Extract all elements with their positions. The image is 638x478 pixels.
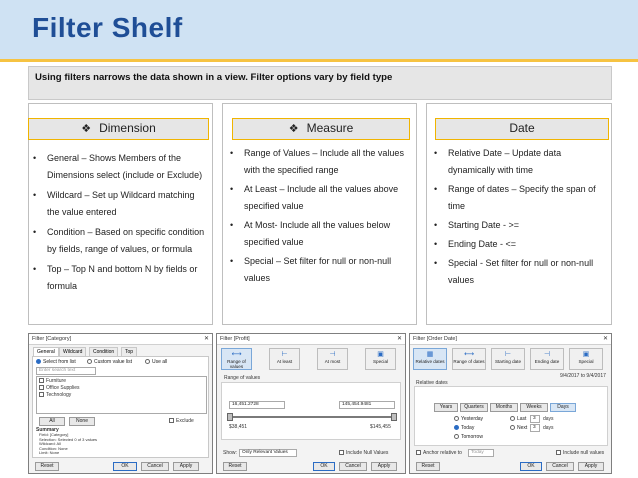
bullet-icon: • bbox=[33, 227, 37, 237]
dialog-title: Filter [Profit] bbox=[220, 336, 250, 342]
special-button[interactable]: ▣ Special bbox=[569, 348, 603, 370]
list-item bbox=[230, 253, 412, 287]
dialog-title: Filter [Category] bbox=[32, 336, 72, 342]
reset-button[interactable]: Reset bbox=[35, 462, 59, 471]
bullet-icon: • bbox=[230, 184, 234, 194]
dialog-titlebar bbox=[29, 334, 212, 345]
date-span-label: 9/4/2017 to 9/4/2017 bbox=[560, 373, 606, 379]
date-heading bbox=[435, 118, 609, 140]
summary-line: Wildcard: All bbox=[39, 441, 62, 447]
radio-select-from-list[interactable]: Select from list bbox=[36, 359, 76, 365]
subtitle-box bbox=[28, 66, 612, 100]
range-slider-track[interactable] bbox=[229, 416, 395, 418]
cancel-button[interactable]: Cancel bbox=[339, 462, 367, 471]
bullet-text: At Most- Include all the values below specified value bbox=[244, 220, 391, 247]
next-n-input[interactable]: 3 bbox=[530, 424, 540, 432]
none-button[interactable]: None bbox=[69, 417, 95, 426]
axis-max-label: $145,455 bbox=[370, 424, 391, 430]
profit-filter-dialog bbox=[216, 333, 406, 474]
period-months[interactable]: Months bbox=[490, 403, 518, 412]
slider-min-handle[interactable] bbox=[227, 413, 233, 421]
bullet-text: Special – Set filter for null or non-null values bbox=[244, 256, 392, 283]
bullet-text: General – Shows Members of the Dimensions select (include or Exclude) bbox=[47, 153, 203, 180]
list-item bbox=[434, 217, 608, 234]
max-value-input[interactable]: 145,454.9481 bbox=[339, 401, 395, 409]
close-icon[interactable]: ✕ bbox=[602, 336, 608, 342]
bullet-text: Range of Values – Include all the values with the specified range bbox=[244, 148, 404, 175]
exclude-checkbox[interactable]: Exclude bbox=[169, 418, 194, 424]
bullet-text: At Least – Include all the values above specified value bbox=[244, 184, 399, 211]
list-item bbox=[230, 145, 412, 179]
special-button[interactable]: ▣ Special bbox=[365, 348, 396, 370]
radio-tomorrow[interactable]: Tomorrow bbox=[454, 434, 483, 440]
bullet-text: Top – Top N and bottom N by fields or formula bbox=[47, 264, 198, 291]
min-value-input[interactable]: 16,451.2728 bbox=[229, 401, 285, 409]
period-quarters[interactable]: Quarters bbox=[460, 403, 488, 412]
bullet-icon: • bbox=[434, 184, 438, 194]
list-item bbox=[33, 187, 208, 221]
date-bullets bbox=[434, 145, 608, 289]
list-item bbox=[33, 261, 208, 295]
radio-last[interactable]: Last bbox=[510, 416, 526, 422]
subtitle-text: Using filters narrows the data shown in a view. Filter options vary by field type bbox=[35, 72, 393, 83]
bullet-text: Starting Date - >= bbox=[448, 220, 520, 230]
list-item bbox=[230, 217, 412, 251]
radio-use-all[interactable]: Use all bbox=[145, 359, 167, 365]
ok-button[interactable]: OK bbox=[113, 462, 137, 471]
tab-wildcard[interactable]: Wildcard bbox=[59, 347, 86, 356]
dialog-title: Filter [Order Date] bbox=[413, 336, 458, 342]
period-weeks[interactable]: Weeks bbox=[520, 403, 548, 412]
range-icon: ⟷ bbox=[231, 351, 242, 358]
bullet-icon: • bbox=[434, 220, 438, 230]
bullet-icon: • bbox=[33, 153, 37, 163]
search-input[interactable]: Enter search text bbox=[36, 367, 96, 375]
list-item bbox=[230, 181, 412, 215]
bullet-text: Special - Set filter for null or non-null values bbox=[448, 258, 594, 285]
dialog-titlebar bbox=[410, 334, 611, 345]
special-icon: ▣ bbox=[377, 351, 384, 358]
bullet-icon: • bbox=[33, 264, 37, 274]
measure-heading-label: Measure bbox=[306, 121, 354, 135]
dimension-bullets bbox=[33, 150, 208, 295]
list-item bbox=[434, 236, 608, 253]
category-filter-dialog bbox=[28, 333, 213, 474]
show-dropdown[interactable]: Only Relevant Values bbox=[239, 449, 297, 457]
start-icon: ⊢ bbox=[504, 351, 512, 358]
period-years[interactable]: Years bbox=[434, 403, 458, 412]
bullet-text: Relative Date – Update data dynamically with time bbox=[448, 148, 562, 175]
dialog-titlebar bbox=[217, 334, 405, 345]
summary-block bbox=[39, 433, 97, 456]
all-button[interactable]: All bbox=[39, 417, 65, 426]
days-label: days bbox=[543, 416, 554, 422]
include-null-checkbox[interactable]: Include Null Values bbox=[339, 450, 388, 456]
apply-button[interactable]: Apply bbox=[173, 462, 199, 471]
bullet-icon: • bbox=[230, 220, 234, 230]
tab-general[interactable]: General bbox=[33, 347, 59, 356]
bullet-icon: • bbox=[434, 258, 438, 268]
slider-max-handle[interactable] bbox=[391, 413, 397, 421]
starting-date-button[interactable]: ⊢ Starting date bbox=[491, 348, 525, 370]
summary-line: Limit: None bbox=[39, 450, 60, 456]
close-icon[interactable]: ✕ bbox=[203, 336, 209, 342]
list-item[interactable]: Technology bbox=[39, 392, 71, 398]
anchor-date-input[interactable]: Today bbox=[468, 449, 494, 457]
range-label: Range of values bbox=[224, 375, 261, 381]
ok-button[interactable]: OK bbox=[520, 462, 542, 471]
reset-button[interactable]: Reset bbox=[223, 462, 247, 471]
range-of-values-button[interactable]: ⟷ Range of values bbox=[221, 348, 252, 370]
close-icon[interactable]: ✕ bbox=[396, 336, 402, 342]
bullet-icon: • bbox=[33, 190, 37, 200]
apply-button[interactable]: Apply bbox=[371, 462, 397, 471]
special-icon: ▣ bbox=[582, 351, 590, 358]
at-most-icon: ⊣ bbox=[329, 351, 336, 358]
bullet-text: Condition – Based on specific condition by fields, range of values, or formula bbox=[47, 227, 205, 254]
bullet-icon: • bbox=[434, 148, 438, 158]
radio-next[interactable]: Next bbox=[510, 425, 527, 431]
range-of-dates-button[interactable]: ⟷ Range of dates bbox=[452, 348, 486, 370]
bullet-text: Wildcard – Set up Wildcard matching the value entered bbox=[47, 190, 195, 217]
reset-button[interactable]: Reset bbox=[416, 462, 440, 471]
cancel-button[interactable]: Cancel bbox=[546, 462, 574, 471]
summary-line: Field: [Category] bbox=[39, 432, 69, 437]
relative-dates-label: Relative dates bbox=[416, 380, 448, 386]
period-days[interactable]: Days bbox=[550, 403, 576, 412]
order-date-filter-dialog bbox=[409, 333, 612, 474]
bullet-text: Ending Date - <= bbox=[448, 239, 517, 249]
ending-date-button[interactable]: ⊣ Ending date bbox=[530, 348, 564, 370]
at-least-icon: ⊢ bbox=[281, 351, 288, 358]
date-heading-label: Date bbox=[509, 121, 535, 135]
radio-today[interactable]: Today bbox=[454, 425, 474, 431]
list-item bbox=[434, 255, 608, 289]
tab-top[interactable]: Top bbox=[121, 347, 137, 356]
axis-min-label: $38,451 bbox=[229, 424, 248, 430]
summary-line: Condition: None bbox=[39, 445, 68, 451]
dimension-heading bbox=[28, 118, 209, 140]
end-icon: ⊣ bbox=[543, 351, 551, 358]
tab-condition[interactable]: Condition bbox=[89, 347, 118, 356]
list-item bbox=[434, 181, 608, 215]
calendar-icon: ▦ bbox=[426, 351, 434, 358]
page-title: Filter Shelf bbox=[32, 12, 183, 43]
range-pane bbox=[221, 382, 401, 440]
apply-button[interactable]: Apply bbox=[578, 462, 604, 471]
summary-line: Selection: Selected 0 of 3 values bbox=[39, 436, 98, 442]
bullet-icon: • bbox=[230, 148, 234, 158]
list-item[interactable]: Office Supplies bbox=[39, 385, 80, 391]
cancel-button[interactable]: Cancel bbox=[141, 462, 169, 471]
ok-button[interactable]: OK bbox=[313, 462, 335, 471]
include-null-checkbox[interactable]: Include null values bbox=[556, 450, 604, 456]
list-item bbox=[33, 224, 208, 258]
diamond-icon: ❖ bbox=[288, 123, 299, 135]
anchor-checkbox[interactable]: Anchor relative to bbox=[416, 450, 462, 456]
show-label: Show: bbox=[223, 450, 237, 456]
relative-dates-button[interactable]: ▦ Relative dates bbox=[413, 348, 447, 370]
list-item[interactable]: Furniture bbox=[39, 378, 66, 384]
radio-yesterday[interactable]: Yesterday bbox=[454, 416, 483, 422]
measure-heading bbox=[232, 118, 410, 140]
days-label: days bbox=[543, 425, 554, 431]
at-least-button[interactable]: ⊢ At least bbox=[269, 348, 300, 370]
list-item bbox=[33, 150, 208, 184]
bullet-icon: • bbox=[230, 256, 234, 266]
range-icon: ⟷ bbox=[463, 351, 475, 358]
bullet-text: Range of dates – Specify the span of time bbox=[448, 184, 596, 211]
dimension-heading-label: Dimension bbox=[99, 121, 156, 135]
radio-custom-value-list[interactable]: Custom value list bbox=[87, 359, 132, 365]
measure-bullets bbox=[230, 145, 412, 287]
at-most-button[interactable]: ⊣ At most bbox=[317, 348, 348, 370]
bullet-icon: • bbox=[434, 239, 438, 249]
list-item bbox=[434, 145, 608, 179]
diamond-icon: ❖ bbox=[81, 123, 92, 135]
title-banner bbox=[0, 0, 638, 62]
summary-title: Summary bbox=[36, 427, 59, 433]
last-n-input[interactable]: 3 bbox=[530, 415, 540, 423]
